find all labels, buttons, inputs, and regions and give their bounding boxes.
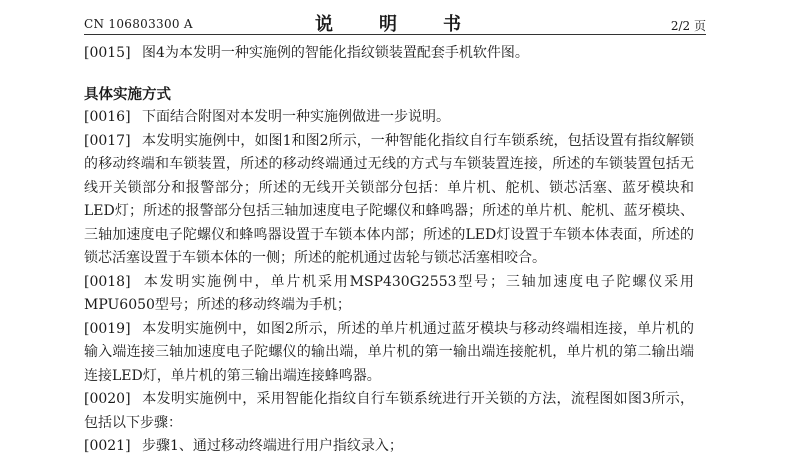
paragraph-0018 [84,271,694,318]
paragraph-0015 [84,42,694,66]
paragraph-number: [0015] [84,45,131,61]
paragraph-number: [0021] [84,438,131,454]
paragraph-text: 步骤1、通过移动终端进行用户指纹录入； [142,438,403,454]
paragraph-0017 [84,130,694,271]
page-number: 2/2 页 [670,19,706,33]
page-header [84,10,706,35]
paragraph-number: [0020] [84,391,131,407]
document-type-title: 说 明 书 [315,14,475,35]
section-heading: 具体实施方式 [84,85,171,103]
document-body [84,42,694,459]
paragraph-text: 本发明实施例中，单片机采用MSP430G2553型号；三轴加速度电子陀螺仪采用MPU6050型号；所述的移动终端为手机； [84,273,694,313]
paragraph-number: [0017] [84,132,131,149]
paragraph-0016 [84,106,694,130]
paragraph-text: 本发明实施例中，如图1和图2所示，一种智能化指纹自行车锁系统，包括设置有指纹解锁的移动终端和车锁装置，所述的移动终端通过无线的方式与车锁装置连接，所述的车锁装置包括无线开关锁部分和报警部分；所述的无线开关锁部分包括：单片机、舵机、锁芯活塞、蓝牙模块和LED灯；所述的报警部分包括三轴加速度电子陀螺仪和蜂鸣器；所述的单片机、舵机、蓝牙模块、三轴加速度电子陀螺仪和蜂鸣器设置于车锁本体内部；所述的LED灯设置于车锁本体表面，所述的锁芯活塞设置于车锁本体的一侧；所述的舵机通过齿轮与锁芯活塞相咬合。 [84,132,694,266]
paragraph-number: [0019] [84,320,131,337]
paragraph-text: 下面结合附图对本发明一种实施例做进一步说明。 [142,109,450,125]
paragraph-number: [0016] [84,109,131,125]
paragraph-0020 [84,388,694,435]
paragraph-0019 [84,318,694,389]
paragraph-0021 [84,435,694,459]
paragraph-text: 图4为本发明一种实施例的智能化指纹锁装置配套手机软件图。 [142,45,529,61]
paragraph-text: 本发明实施例中，如图2所示，所述的单片机通过蓝牙模块与移动终端相连接，单片机的输入端连接三轴加速度电子陀螺仪的输出端，单片机的第一输出端连接舵机，单片机的第二输出端连接LED灯，单片机的第三输出端连接蜂鸣器。 [84,320,694,384]
paragraph-text: 本发明实施例中，采用智能化指纹自行车锁系统进行开关锁的方法，流程图如图3所示，包括以下步骤： [84,391,694,431]
publication-number: CN 106803300 A [84,17,193,31]
paragraph-number: [0018] [84,273,131,290]
